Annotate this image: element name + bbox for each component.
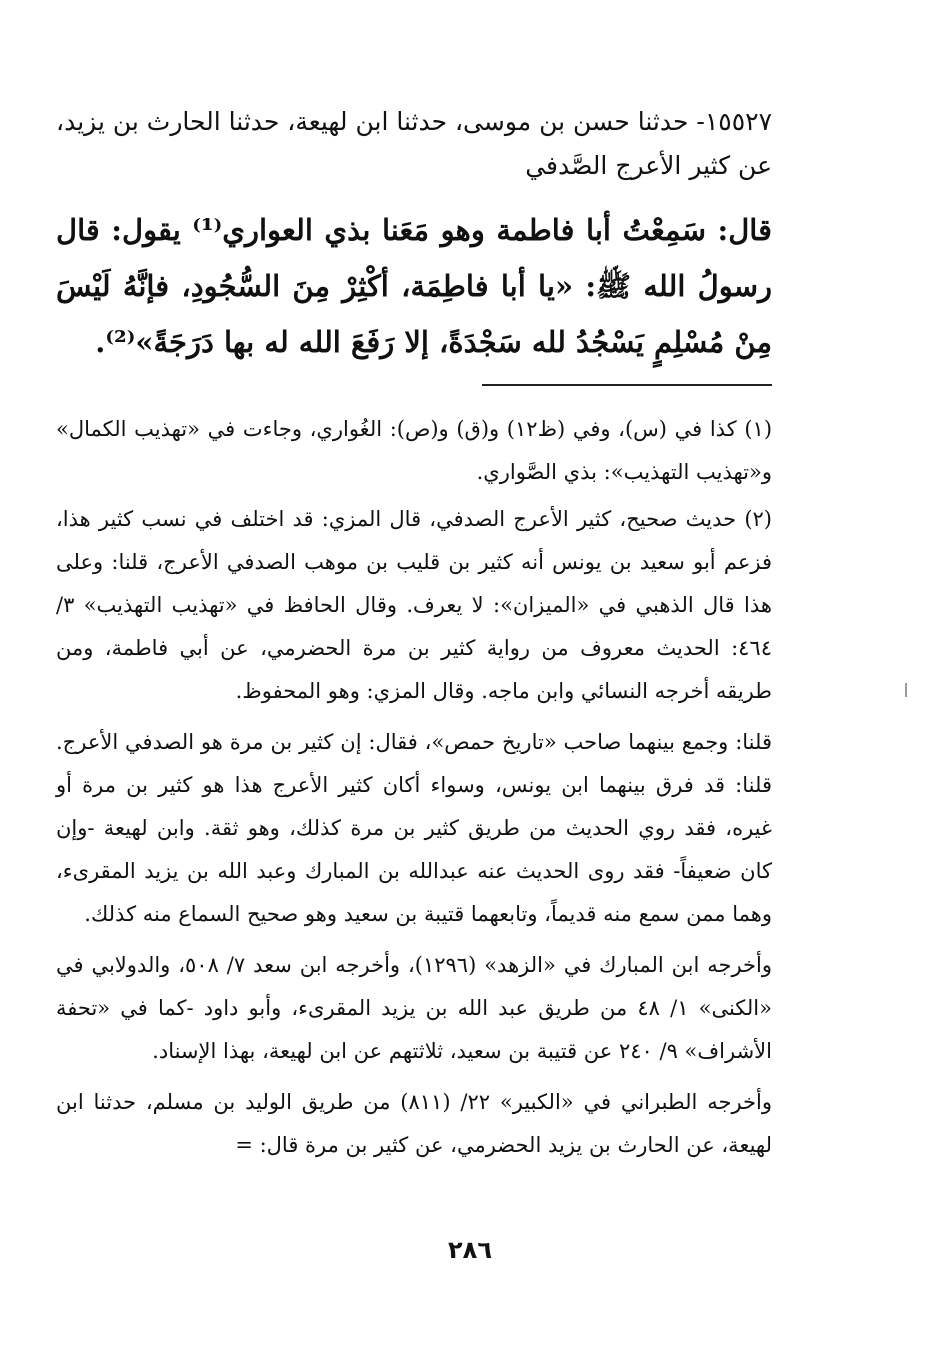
footnote-1: (١) كذا في (س)، وفي (ظ١٢) و(ق) و(ص): الغُواري، وجاءت في «تهذيب الكمال» و«تهذيب التهذيب»: بذي الصَّواري. — [56, 417, 773, 484]
footnote-2-para-3: وأخرجه ابن المبارك في «الزهد» (١٢٩٦)، وأخرجه ابن سعد ٧/ ٥٠٨، والدولابي في «الكنى» ١/ ٤٨ من طريق عبد الله بن يزيد المقرىء، وأبو داود -كما في «تحفة الأشراف» ٩/ ٢٤٠ عن قتيبة بن سعيد، ثلاثتهم عن ابن لهيعة، بهذا الإسناد. — [56, 953, 773, 1063]
page-number: ٢٨٦ — [448, 1236, 492, 1264]
footnote-2-para-2: قلنا: وجمع بينهما صاحب «تاريخ حمص»، فقال: إن كثير بن مرة هو الصدفي الأعرج. قلنا: قد فرق بينهما ابن يونس، وسواء أكان كثير الأعرج هذا هو كثير بن مرة أو غيره، فقد روي الحديث من طريق كثير بن مرة كذلك، وهو ثقة. وابن لهيعة -وإن كان ضعيفاً- فقد روى الحديث عنه عبدالله بن المبارك وعبد الله بن يزيد المقرىء، وهما ممن سمع منه قديماً، وتابعهما قتيبة بن سعيد وهو صحيح السماع منه كذلك. — [56, 730, 772, 926]
footnote-2-para-4: وأخرجه الطبراني في «الكبير» ٢٢/ (٨١١) من طريق الوليد بن مسلم، حدثنا ابن لهيعة، عن الحارث بن يزيد الحضرمي، عن كثير بن مرة قال: = — [56, 1090, 773, 1157]
footnote-separator — [482, 384, 772, 386]
page-body — [56, 100, 772, 1171]
scan-mark — [905, 683, 907, 697]
hadith-header: ١٥٥٢٧- حدثنا حسن بن موسى، حدثنا ابن لهيعة، حدثنا الحارث بن يزيد، عن كثير الأعرج الصَّدفي — [56, 107, 772, 180]
footnote-2: (٢) حديث صحيح، كثير الأعرج الصدفي، قال المزي: قد اختلف في نسب كثير هذا، فزعم أبو سعيد بن يونس أنه كثير بن قليب بن موهب الصدفي الأعرج، قلنا: وعلى هذا قال الذهبي في «الميزان»: لا يعرف. وقال الحافظ في «تهذيب التهذيب» ٣/ ٤٦٤: الحديث معروف من رواية كثير بن مرة الحضرمي، عن أبي فاطمة، ومن طريقه أخرجه النسائي وابن ماجه. وقال المزي: وهو المحفوظ. — [56, 507, 772, 703]
hadith-text: قال: سَمِعْتُ أبا فاطمة وهو مَعَنا بذي العواري⁽¹⁾ يقول: قال رسولُ الله ﷺ: «يا أبا فاطِمَة، أكْثِرْ مِنَ السُّجُودِ، فإنَّهُ لَيْسَ مِنْ مُسْلِمٍ يَسْجُدُ لله سَجْدَةً، إلا رَفَعَ الله له بها دَرَجَةً»⁽²⁾. — [56, 213, 772, 359]
